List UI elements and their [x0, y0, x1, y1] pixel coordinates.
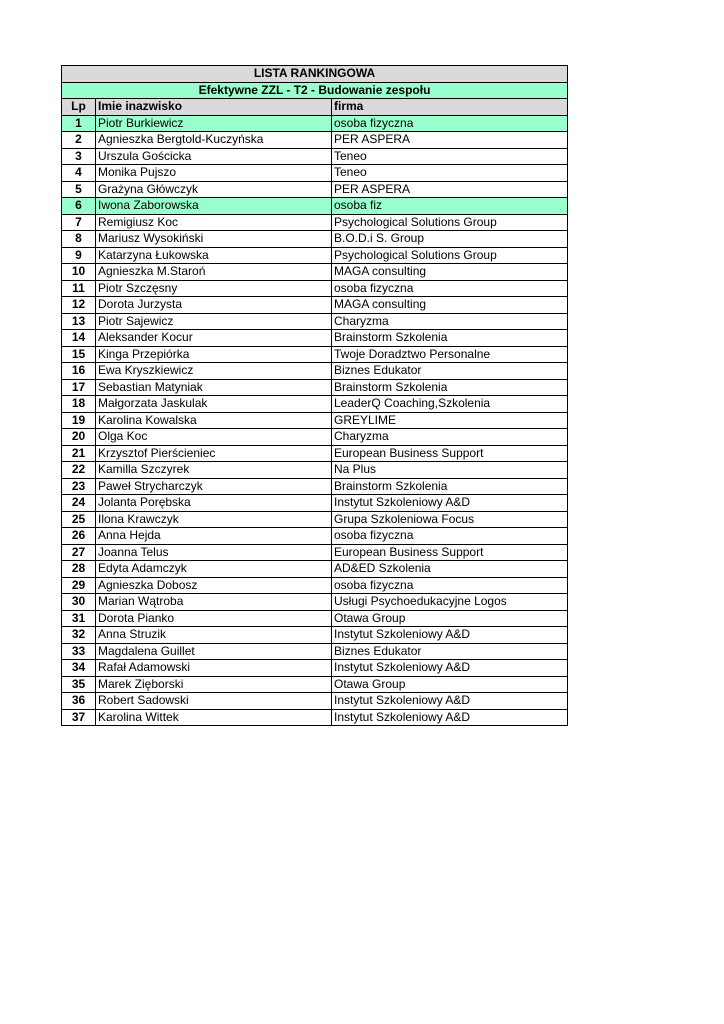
row-firm: Instytut Szkoleniowy A&D	[332, 709, 568, 726]
row-lp: 9	[62, 247, 96, 264]
table-row	[62, 610, 568, 627]
row-firm: osoba fizyczna	[332, 280, 568, 297]
row-firm: Biznes Edukator	[332, 643, 568, 660]
row-firm: osoba fiz	[332, 198, 568, 215]
row-lp: 20	[62, 429, 96, 446]
table-row	[62, 693, 568, 710]
row-lp: 28	[62, 561, 96, 578]
row-lp: 10	[62, 264, 96, 281]
table-row	[62, 577, 568, 594]
row-firm: GREYLIME	[332, 412, 568, 429]
table-row	[62, 528, 568, 545]
row-name: Sebastian Matyniak	[96, 379, 332, 396]
row-lp: 23	[62, 478, 96, 495]
table-row	[62, 594, 568, 611]
row-lp: 34	[62, 660, 96, 677]
row-name: Iwona Zaborowska	[96, 198, 332, 215]
row-lp: 5	[62, 181, 96, 198]
row-lp: 26	[62, 528, 96, 545]
row-name: Agnieszka Dobosz	[96, 577, 332, 594]
row-lp: 12	[62, 297, 96, 314]
table-row	[62, 231, 568, 248]
row-name: Ilona Krawczyk	[96, 511, 332, 528]
row-firm: LeaderQ Coaching,Szkolenia	[332, 396, 568, 413]
row-lp: 1	[62, 115, 96, 132]
row-lp: 6	[62, 198, 96, 215]
ranking-sheet	[61, 65, 567, 726]
row-lp: 36	[62, 693, 96, 710]
row-name: Robert Sadowski	[96, 693, 332, 710]
row-lp: 8	[62, 231, 96, 248]
title-row	[62, 66, 568, 83]
table-row	[62, 396, 568, 413]
row-name: Mariusz Wysokiński	[96, 231, 332, 248]
row-firm: Psychological Solutions Group	[332, 247, 568, 264]
row-name: Anna Struzik	[96, 627, 332, 644]
row-name: Joanna Telus	[96, 544, 332, 561]
table-row	[62, 627, 568, 644]
subtitle-row	[62, 82, 568, 99]
row-name: Piotr Burkiewicz	[96, 115, 332, 132]
table-row	[62, 346, 568, 363]
row-name: Monika Pujszo	[96, 165, 332, 182]
row-lp: 32	[62, 627, 96, 644]
row-firm: Na Plus	[332, 462, 568, 479]
row-name: Agnieszka M.Staroń	[96, 264, 332, 281]
row-name: Aleksander Kocur	[96, 330, 332, 347]
row-firm: Brainstorm Szkolenia	[332, 379, 568, 396]
ranking-table	[61, 65, 568, 726]
row-lp: 18	[62, 396, 96, 413]
table-row	[62, 363, 568, 380]
row-firm: PER ASPERA	[332, 181, 568, 198]
row-lp: 22	[62, 462, 96, 479]
table-row	[62, 132, 568, 149]
table-row	[62, 313, 568, 330]
row-firm: Charyzma	[332, 429, 568, 446]
row-lp: 27	[62, 544, 96, 561]
row-firm: Usługi Psychoedukacyjne Logos	[332, 594, 568, 611]
table-row	[62, 280, 568, 297]
row-firm: osoba fizyczna	[332, 115, 568, 132]
column-header-name: Imie inazwisko	[96, 99, 332, 116]
row-firm: Instytut Szkoleniowy A&D	[332, 693, 568, 710]
row-firm: Teneo	[332, 148, 568, 165]
row-name: Grażyna Główczyk	[96, 181, 332, 198]
row-name: Edyta Adamczyk	[96, 561, 332, 578]
document-subtitle: Efektywne ZZL - T2 - Budowanie zespołu	[62, 82, 568, 99]
row-lp: 25	[62, 511, 96, 528]
row-name: Remigiusz Koc	[96, 214, 332, 231]
row-name: Kinga Przepiórka	[96, 346, 332, 363]
row-lp: 33	[62, 643, 96, 660]
table-row	[62, 429, 568, 446]
row-firm: PER ASPERA	[332, 132, 568, 149]
row-firm: MAGA consulting	[332, 297, 568, 314]
table-row	[62, 544, 568, 561]
table-row	[62, 198, 568, 215]
row-name: Rafał Adamowski	[96, 660, 332, 677]
table-row	[62, 660, 568, 677]
row-lp: 37	[62, 709, 96, 726]
row-lp: 16	[62, 363, 96, 380]
row-lp: 13	[62, 313, 96, 330]
row-name: Marian Wątroba	[96, 594, 332, 611]
row-lp: 24	[62, 495, 96, 512]
row-name: Katarzyna Łukowska	[96, 247, 332, 264]
row-lp: 31	[62, 610, 96, 627]
row-lp: 3	[62, 148, 96, 165]
table-row	[62, 709, 568, 726]
row-name: Marek Zięborski	[96, 676, 332, 693]
row-firm: Psychological Solutions Group	[332, 214, 568, 231]
row-lp: 15	[62, 346, 96, 363]
row-firm: AD&ED Szkolenia	[332, 561, 568, 578]
row-firm: Otawa Group	[332, 610, 568, 627]
row-name: Karolina Wittek	[96, 709, 332, 726]
table-row	[62, 264, 568, 281]
row-firm: Teneo	[332, 165, 568, 182]
table-row	[62, 330, 568, 347]
row-firm: Charyzma	[332, 313, 568, 330]
row-lp: 11	[62, 280, 96, 297]
table-row	[62, 462, 568, 479]
row-lp: 2	[62, 132, 96, 149]
row-firm: Brainstorm Szkolenia	[332, 330, 568, 347]
row-firm: Grupa Szkoleniowa Focus	[332, 511, 568, 528]
row-name: Magdalena Guillet	[96, 643, 332, 660]
table-row	[62, 379, 568, 396]
table-row	[62, 297, 568, 314]
table-row	[62, 511, 568, 528]
row-lp: 4	[62, 165, 96, 182]
row-name: Małgorzata Jaskulak	[96, 396, 332, 413]
row-firm: Biznes Edukator	[332, 363, 568, 380]
row-firm: osoba fizyczna	[332, 577, 568, 594]
table-row	[62, 445, 568, 462]
table-row	[62, 115, 568, 132]
row-firm: Otawa Group	[332, 676, 568, 693]
row-firm: Twoje Doradztwo Personalne	[332, 346, 568, 363]
row-firm: osoba fizyczna	[332, 528, 568, 545]
row-firm: MAGA consulting	[332, 264, 568, 281]
row-name: Krzysztof Pierścieniec	[96, 445, 332, 462]
table-row	[62, 165, 568, 182]
row-lp: 17	[62, 379, 96, 396]
row-name: Jolanta Porębska	[96, 495, 332, 512]
column-header-firm: firma	[332, 99, 568, 116]
row-name: Anna Hejda	[96, 528, 332, 545]
table-row	[62, 148, 568, 165]
row-name: Karolina Kowalska	[96, 412, 332, 429]
row-firm: Instytut Szkoleniowy A&D	[332, 495, 568, 512]
row-lp: 19	[62, 412, 96, 429]
row-name: Urszula Gościcka	[96, 148, 332, 165]
row-lp: 7	[62, 214, 96, 231]
row-lp: 35	[62, 676, 96, 693]
row-lp: 29	[62, 577, 96, 594]
row-firm: Brainstorm Szkolenia	[332, 478, 568, 495]
row-name: Dorota Jurzysta	[96, 297, 332, 314]
row-name: Paweł Strycharczyk	[96, 478, 332, 495]
row-name: Piotr Szczęsny	[96, 280, 332, 297]
row-lp: 14	[62, 330, 96, 347]
table-row	[62, 214, 568, 231]
table-row	[62, 495, 568, 512]
row-firm: Instytut Szkoleniowy A&D	[332, 627, 568, 644]
row-name: Agnieszka Bergtold-Kuczyńska	[96, 132, 332, 149]
ranking-body	[62, 115, 568, 726]
table-row	[62, 561, 568, 578]
table-row	[62, 181, 568, 198]
row-lp: 21	[62, 445, 96, 462]
row-name: Dorota Pianko	[96, 610, 332, 627]
table-row	[62, 643, 568, 660]
row-name: Kamilla Szczyrek	[96, 462, 332, 479]
row-firm: Instytut Szkoleniowy A&D	[332, 660, 568, 677]
table-row	[62, 676, 568, 693]
column-header-lp: Lp	[62, 99, 96, 116]
row-firm: B.O.D.i S. Group	[332, 231, 568, 248]
table-row	[62, 247, 568, 264]
table-row	[62, 478, 568, 495]
row-lp: 30	[62, 594, 96, 611]
row-name: Ewa Kryszkiewicz	[96, 363, 332, 380]
document-title: LISTA RANKINGOWA	[62, 66, 568, 83]
table-row	[62, 412, 568, 429]
row-name: Olga Koc	[96, 429, 332, 446]
row-name: Piotr Sajewicz	[96, 313, 332, 330]
column-header-row	[62, 99, 568, 116]
row-firm: European Business Support	[332, 445, 568, 462]
row-firm: European Business Support	[332, 544, 568, 561]
